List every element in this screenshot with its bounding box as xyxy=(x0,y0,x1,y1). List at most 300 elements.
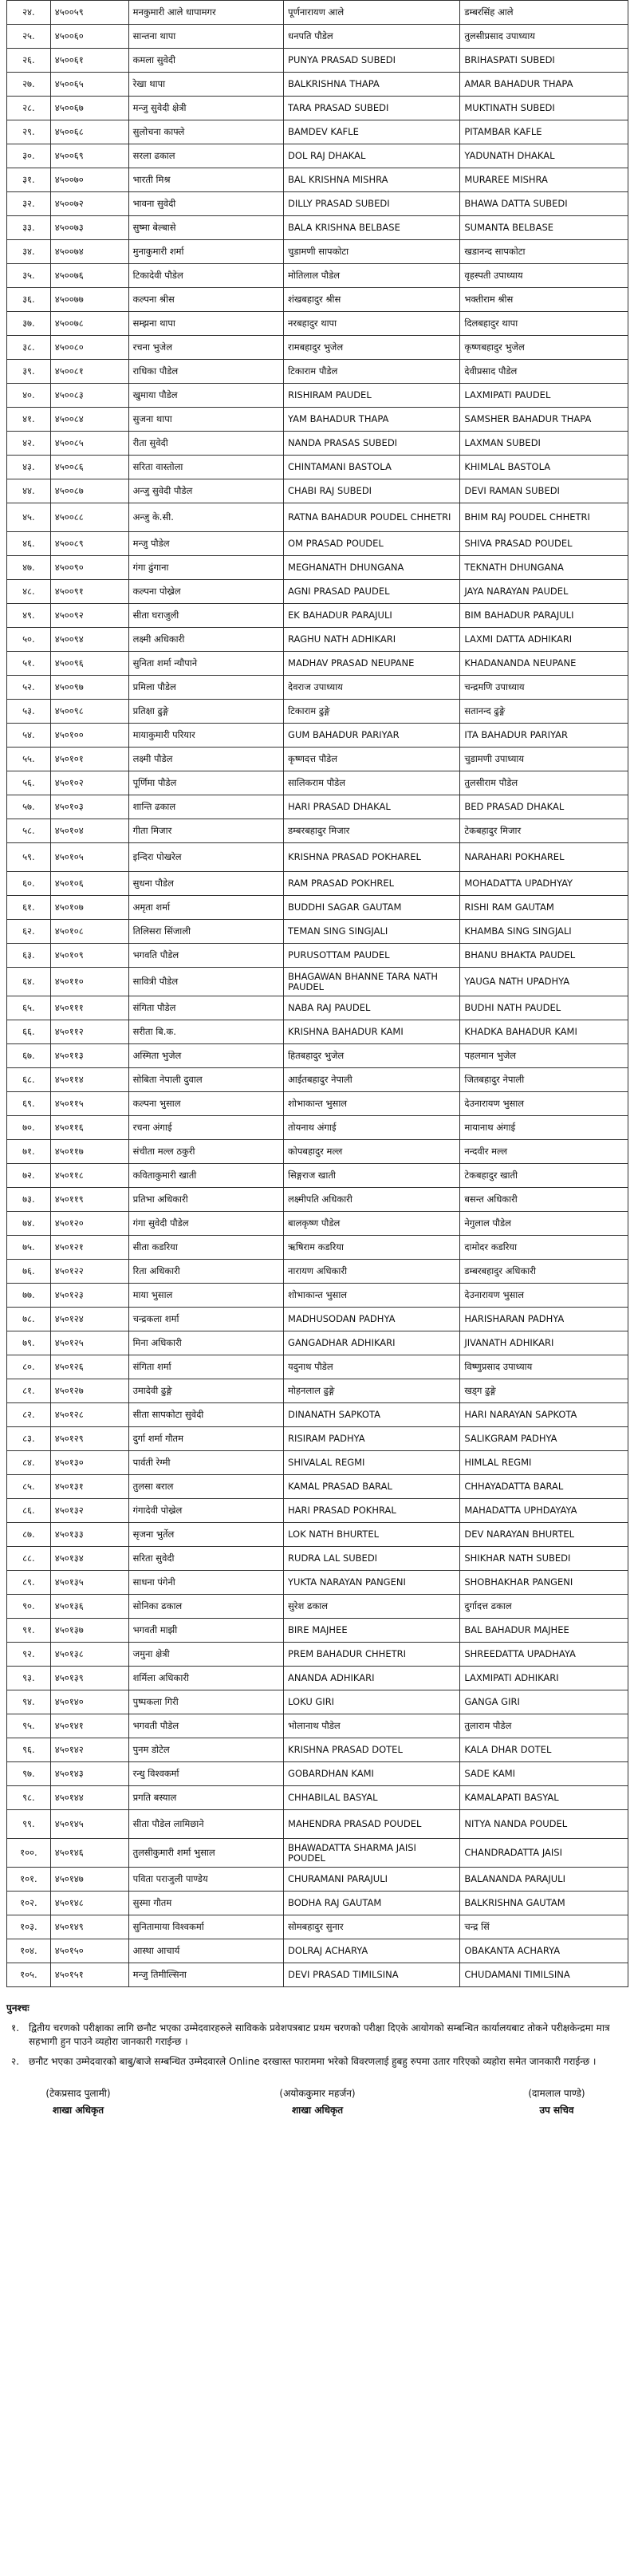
candidate-name: पुष्पकला गिरी xyxy=(128,1690,283,1714)
serial-number: ९४. xyxy=(7,1690,51,1714)
table-row xyxy=(7,1308,628,1331)
table-row xyxy=(7,1690,628,1714)
table-row xyxy=(7,1667,628,1690)
father-name: EK BAHADUR PARAJULI xyxy=(284,604,460,628)
grandfather-name: CHHAYADATTA BARAL xyxy=(460,1475,628,1499)
candidate-name: सीता सापकोटा सुवेदी xyxy=(128,1403,283,1427)
father-name: MADHUSODAN PADHYA xyxy=(284,1308,460,1331)
grandfather-name: KHAMBA SING SINGJALI xyxy=(460,920,628,944)
table-row xyxy=(7,312,628,336)
table-row xyxy=(7,724,628,748)
roll-number: ४५०१२२ xyxy=(50,1260,128,1284)
father-name: MEGHANATH DHUNGANA xyxy=(284,556,460,580)
candidate-name: पुनम डोटेल xyxy=(128,1738,283,1762)
candidate-name: मन्जु तिमील्सिना xyxy=(128,1963,283,1987)
grandfather-name: MOHADATTA UPADHYAY xyxy=(460,872,628,896)
roll-number: ४५०१०८ xyxy=(50,920,128,944)
candidate-name: रचना भुजेल xyxy=(128,336,283,360)
candidate-name: चन्द्रकला शर्मा xyxy=(128,1308,283,1331)
father-name: बालकृष्ण पौडेल xyxy=(284,1212,460,1236)
father-name: DINANATH SAPKOTA xyxy=(284,1403,460,1427)
serial-number: ९६. xyxy=(7,1738,51,1762)
grandfather-name: देउनारायण भुसाल xyxy=(460,1284,628,1308)
grandfather-name: TEKNATH DHUNGANA xyxy=(460,556,628,580)
candidate-name: मायाकुमारी परियार xyxy=(128,724,283,748)
father-name: RUDRA LAL SUBEDI xyxy=(284,1547,460,1571)
table-row xyxy=(7,1355,628,1379)
note-text: द्वितीय चरणको परीक्षाका लागि छनौट भएका उम्मेदवारहरुले साविकके प्रवेशपत्रबाट प्रथम चरणको परीक्षा दिएके आयोगको सम्बन्धित कार्यालयबाट तोकने परीक्षकेन्द्रमा मात्र सहभागी हुन पाउने व्यहोरा जानकारी गराईन्छ । xyxy=(29,2022,610,2047)
grandfather-name: देउनारायण भुसाल xyxy=(460,1092,628,1116)
father-name: KRISHNA PRASAD POKHAREL xyxy=(284,843,460,872)
candidate-name: माया भुसाल xyxy=(128,1284,283,1308)
note-item-2 xyxy=(6,2055,633,2069)
father-name: GUM BAHADUR PARIYAR xyxy=(284,724,460,748)
serial-number: ७२. xyxy=(7,1164,51,1188)
father-name: सालिकराम पौडेल xyxy=(284,771,460,795)
grandfather-name: KHADKA BAHADUR KAMI xyxy=(460,1020,628,1044)
candidate-name: पार्वती रेग्मी xyxy=(128,1451,283,1475)
grandfather-name: HARISHARAN PADHYA xyxy=(460,1308,628,1331)
signatory-name: (दामलाल पाण्डे) xyxy=(528,2088,585,2099)
father-name: DILLY PRASAD SUBEDI xyxy=(284,192,460,216)
grandfather-name: BAL BAHADUR MAJHEE xyxy=(460,1619,628,1643)
candidate-name: साधना पंगेनी xyxy=(128,1571,283,1595)
grandfather-name: DEVI RAMAN SUBEDI xyxy=(460,479,628,503)
table-row xyxy=(7,604,628,628)
roll-number: ४५०११२ xyxy=(50,1020,128,1044)
table-row xyxy=(7,168,628,192)
grandfather-name: दामोदर कडरिया xyxy=(460,1236,628,1260)
roll-number: ४५००९४ xyxy=(50,628,128,652)
serial-number: ३१. xyxy=(7,168,51,192)
roll-number: ४५०१४० xyxy=(50,1690,128,1714)
roll-number: ४५००८८ xyxy=(50,503,128,532)
roll-number: ४५००६१ xyxy=(50,49,128,73)
candidate-name: कमला सुवेदी xyxy=(128,49,283,73)
grandfather-name: चुडामणी उपाध्याय xyxy=(460,748,628,771)
table-row xyxy=(7,1451,628,1475)
grandfather-name: AMAR BAHADUR THAPA xyxy=(460,73,628,97)
candidate-name: शर्मिला अधिकारी xyxy=(128,1667,283,1690)
roll-number: ४५०१४४ xyxy=(50,1786,128,1810)
candidate-name: राधिका पौडेल xyxy=(128,360,283,384)
table-row xyxy=(7,264,628,288)
grandfather-name: दिलबहादुर थापा xyxy=(460,312,628,336)
table-row xyxy=(7,1786,628,1810)
father-name: BIRE MAJHEE xyxy=(284,1619,460,1643)
notes-section xyxy=(6,2002,633,2069)
candidate-name: दुर्गा शर्मा गौतम xyxy=(128,1427,283,1451)
serial-number: ४९. xyxy=(7,604,51,628)
father-name: कृष्णदत्त पौडेल xyxy=(284,748,460,771)
signature-2 xyxy=(238,2086,397,2116)
grandfather-name: SADE KAMI xyxy=(460,1762,628,1786)
table-row xyxy=(7,1762,628,1786)
candidate-name: मुनाकुमारी शर्मा xyxy=(128,240,283,264)
roll-number: ४५००५९ xyxy=(50,1,128,25)
father-name: आईतबहादुर नेपाली xyxy=(284,1068,460,1092)
father-name: BHAGAWAN BHANNE TARA NATH PAUDEL xyxy=(284,968,460,996)
table-row xyxy=(7,1212,628,1236)
father-name: ANANDA ADHIKARI xyxy=(284,1667,460,1690)
candidate-name: प्रतिभा अधिकारी xyxy=(128,1188,283,1212)
grandfather-name: सतानन्द ढुङ्गे xyxy=(460,700,628,724)
serial-number: ७७. xyxy=(7,1284,51,1308)
grandfather-name: CHUDAMANI TIMILSINA xyxy=(460,1963,628,1987)
table-row xyxy=(7,920,628,944)
roll-number: ४५०१०९ xyxy=(50,944,128,968)
serial-number: ८८. xyxy=(7,1547,51,1571)
serial-number: ६०. xyxy=(7,872,51,896)
note-number: १. xyxy=(11,2022,20,2034)
father-name: BAMDEV KAFLE xyxy=(284,120,460,144)
serial-number: ९७. xyxy=(7,1762,51,1786)
serial-number: ६९. xyxy=(7,1092,51,1116)
roll-number: ४५००९१ xyxy=(50,580,128,604)
roll-number: ४५०११८ xyxy=(50,1164,128,1188)
candidate-name: कल्पना भुसाल xyxy=(128,1092,283,1116)
roll-number: ४५०१३२ xyxy=(50,1499,128,1523)
signature-1 xyxy=(0,2086,158,2116)
table-row xyxy=(7,360,628,384)
table-row xyxy=(7,97,628,120)
serial-number: ७९. xyxy=(7,1331,51,1355)
serial-number: १०२. xyxy=(7,1892,51,1915)
grandfather-name: वृहस्पती उपाध्याय xyxy=(460,264,628,288)
father-name: RAM PRASAD POKHREL xyxy=(284,872,460,896)
candidate-name: सीता घराजुली xyxy=(128,604,283,628)
serial-number: ६६. xyxy=(7,1020,51,1044)
serial-number: २८. xyxy=(7,97,51,120)
table-row xyxy=(7,1939,628,1963)
roll-number: ४५००७३ xyxy=(50,216,128,240)
candidate-name: सीता कडरिया xyxy=(128,1236,283,1260)
serial-number: २४. xyxy=(7,1,51,25)
table-row xyxy=(7,748,628,771)
signatory-name: (टेकप्रसाद पुलामी) xyxy=(45,2088,111,2099)
grandfather-name: HARI NARAYAN SAPKOTA xyxy=(460,1403,628,1427)
grandfather-name: विष्णुप्रसाद उपाध्याय xyxy=(460,1355,628,1379)
candidate-name: कल्पना पोख्रेल xyxy=(128,580,283,604)
candidate-name: सरिता सुवेदी xyxy=(128,1547,283,1571)
table-row xyxy=(7,503,628,532)
table-row xyxy=(7,1379,628,1403)
grandfather-name: SHOBHAKHAR PANGENI xyxy=(460,1571,628,1595)
roll-number: ४५००६५ xyxy=(50,73,128,97)
table-row xyxy=(7,700,628,724)
candidate-name: सान्तना थापा xyxy=(128,25,283,49)
roll-number: ४५००८४ xyxy=(50,408,128,432)
serial-number: ४०. xyxy=(7,384,51,408)
roll-number: ४५००९६ xyxy=(50,652,128,676)
table-row xyxy=(7,968,628,996)
serial-number: २९. xyxy=(7,120,51,144)
serial-number: ४६. xyxy=(7,532,51,556)
candidate-name: सृजना भुर्तेल xyxy=(128,1523,283,1547)
grandfather-name: भक्तीराम श्रीस xyxy=(460,288,628,312)
grandfather-name: ITA BAHADUR PARIYAR xyxy=(460,724,628,748)
candidate-name: अन्जु के.सी. xyxy=(128,503,283,532)
father-name: NABA RAJ PAUDEL xyxy=(284,996,460,1020)
table-row xyxy=(7,384,628,408)
table-row xyxy=(7,1892,628,1915)
father-name: सिङ्गराज खाती xyxy=(284,1164,460,1188)
roll-number: ४५००८३ xyxy=(50,384,128,408)
table-row xyxy=(7,1547,628,1571)
father-name: RATNA BAHADUR POUDEL CHHETRI xyxy=(284,503,460,532)
grandfather-name: BALANANDA PARAJULI xyxy=(460,1868,628,1892)
table-row xyxy=(7,676,628,700)
candidate-name: गीता मिजार xyxy=(128,819,283,843)
grandfather-name: LAXMIPATI ADHIKARI xyxy=(460,1667,628,1690)
table-row xyxy=(7,996,628,1020)
grandfather-name: BED PRASAD DHAKAL xyxy=(460,795,628,819)
table-row xyxy=(7,843,628,872)
father-name: LOKU GIRI xyxy=(284,1690,460,1714)
grandfather-name: JAYA NARAYAN PAUDEL xyxy=(460,580,628,604)
grandfather-name: SALIKGRAM PADHYA xyxy=(460,1427,628,1451)
serial-number: ३०. xyxy=(7,144,51,168)
candidate-name: जमुना क्षेत्री xyxy=(128,1643,283,1667)
table-row xyxy=(7,1331,628,1355)
serial-number: ९३. xyxy=(7,1667,51,1690)
roll-number: ४५०१११ xyxy=(50,996,128,1020)
candidate-name: पूर्णिमा पौडेल xyxy=(128,771,283,795)
grandfather-name: MURAREE MISHRA xyxy=(460,168,628,192)
table-row xyxy=(7,288,628,312)
grandfather-name: पहलमान भुजेल xyxy=(460,1044,628,1068)
serial-number: ५४. xyxy=(7,724,51,748)
roll-number: ४५००७७ xyxy=(50,288,128,312)
father-name: कोपबहादुर मल्ल xyxy=(284,1140,460,1164)
serial-number: ३२. xyxy=(7,192,51,216)
serial-number: ९२. xyxy=(7,1643,51,1667)
father-name: KRISHNA BAHADUR KAMI xyxy=(284,1020,460,1044)
roll-number: ४५०११५ xyxy=(50,1092,128,1116)
table-row xyxy=(7,408,628,432)
roll-number: ४५०१२१ xyxy=(50,1236,128,1260)
father-name: OM PRASAD POUDEL xyxy=(284,532,460,556)
candidate-name: सीता पौडेल लामिछाने xyxy=(128,1810,283,1839)
table-row xyxy=(7,944,628,968)
grandfather-name: BHANU BHAKTA PAUDEL xyxy=(460,944,628,968)
table-row xyxy=(7,1140,628,1164)
grandfather-name: SHIKHAR NATH SUBEDI xyxy=(460,1547,628,1571)
serial-number: ९९. xyxy=(7,1810,51,1839)
father-name: KAMAL PRASAD BARAL xyxy=(284,1475,460,1499)
candidate-table-body xyxy=(7,1,628,1987)
grandfather-name: डम्बरबहादुर अधिकारी xyxy=(460,1260,628,1284)
table-row xyxy=(7,1810,628,1839)
roll-number: ४५०१४१ xyxy=(50,1714,128,1738)
candidate-name: सुधना पौडेल xyxy=(128,872,283,896)
roll-number: ४५०१०५ xyxy=(50,843,128,872)
roll-number: ४५०१३३ xyxy=(50,1523,128,1547)
candidate-name: भगवति पौडेल xyxy=(128,944,283,968)
candidate-name: इन्दिरा पोखरेल xyxy=(128,843,283,872)
table-row xyxy=(7,1523,628,1547)
roll-number: ४५०१३६ xyxy=(50,1595,128,1619)
father-name: BALA KRISHNA BELBASE xyxy=(284,216,460,240)
father-name: LOK NATH BHURTEL xyxy=(284,1523,460,1547)
roll-number: ४५०१५१ xyxy=(50,1963,128,1987)
serial-number: १०१. xyxy=(7,1868,51,1892)
table-row xyxy=(7,1839,628,1868)
grandfather-name: BIM BAHADUR PARAJULI xyxy=(460,604,628,628)
roll-number: ४५००७२ xyxy=(50,192,128,216)
grandfather-name: CHANDRADATTA JAISI xyxy=(460,1839,628,1868)
father-name: शोभाकान्त भुसाल xyxy=(284,1284,460,1308)
table-row xyxy=(7,1714,628,1738)
candidate-name: कविताकुमारी खाती xyxy=(128,1164,283,1188)
table-row xyxy=(7,872,628,896)
table-row xyxy=(7,432,628,456)
father-name: NANDA PRASAS SUBEDI xyxy=(284,432,460,456)
grandfather-name: YADUNATH DHAKAL xyxy=(460,144,628,168)
father-name: नरबहादुर थापा xyxy=(284,312,460,336)
candidate-name: अन्जु सुवेदी पौडेल xyxy=(128,479,283,503)
roll-number: ४५०१४५ xyxy=(50,1810,128,1839)
serial-number: ६३. xyxy=(7,944,51,968)
table-row xyxy=(7,456,628,479)
roll-number: ४५००८७ xyxy=(50,479,128,503)
grandfather-name: BHAWA DATTA SUBEDI xyxy=(460,192,628,216)
father-name: DOL RAJ DHAKAL xyxy=(284,144,460,168)
table-row xyxy=(7,192,628,216)
serial-number: १०५. xyxy=(7,1963,51,1987)
father-name: शंखबहादुर श्रीस xyxy=(284,288,460,312)
table-row xyxy=(7,1499,628,1523)
grandfather-name: बसन्त अधिकारी xyxy=(460,1188,628,1212)
grandfather-name: YAUGA NATH UPADHYA xyxy=(460,968,628,996)
father-name: BAL KRISHNA MISHRA xyxy=(284,168,460,192)
grandfather-name: खड्ग ढुङ्गे xyxy=(460,1379,628,1403)
candidate-name: सरीता बि.क. xyxy=(128,1020,283,1044)
serial-number: ३८. xyxy=(7,336,51,360)
roll-number: ४५००९२ xyxy=(50,604,128,628)
grandfather-name: डम्बरसिंह आले xyxy=(460,1,628,25)
candidate-name: गंगा सुवेदी पौडेल xyxy=(128,1212,283,1236)
father-name: शोभाकान्त भुसाल xyxy=(284,1092,460,1116)
roll-number: ४५००६८ xyxy=(50,120,128,144)
serial-number: ४७. xyxy=(7,556,51,580)
table-row xyxy=(7,1044,628,1068)
signatory-title: उप सचिव xyxy=(539,2105,574,2116)
candidate-name: सम्झना थापा xyxy=(128,312,283,336)
table-row xyxy=(7,1284,628,1308)
signatory-title: शाखा अधिकृत xyxy=(52,2105,104,2116)
roll-number: ४५००८१ xyxy=(50,360,128,384)
candidate-name: संगिता शर्मा xyxy=(128,1355,283,1379)
father-name: TEMAN SING SINGJALI xyxy=(284,920,460,944)
grandfather-name: BALKRISHNA GAUTAM xyxy=(460,1892,628,1915)
roll-number: ४५०१०० xyxy=(50,724,128,748)
roll-number: ४५०११३ xyxy=(50,1044,128,1068)
serial-number: ८५. xyxy=(7,1475,51,1499)
roll-number: ४५०१३७ xyxy=(50,1619,128,1643)
table-row xyxy=(7,1475,628,1499)
father-name: तोयनाथ अंगाई xyxy=(284,1116,460,1140)
serial-number: १००. xyxy=(7,1839,51,1868)
candidate-name: सुनिता शर्मा न्यौपाने xyxy=(128,652,283,676)
table-row xyxy=(7,556,628,580)
roll-number: ४५००९० xyxy=(50,556,128,580)
roll-number: ४५००८९ xyxy=(50,532,128,556)
serial-number: २७. xyxy=(7,73,51,97)
roll-number: ४५०१२९ xyxy=(50,1427,128,1451)
table-row xyxy=(7,819,628,843)
candidate-name: सरिता वास्तोला xyxy=(128,456,283,479)
grandfather-name: DEV NARAYAN BHURTEL xyxy=(460,1523,628,1547)
roll-number: ४५००९७ xyxy=(50,676,128,700)
candidate-name: आस्था आचार्य xyxy=(128,1939,283,1963)
table-row xyxy=(7,49,628,73)
roll-number: ४५०१२८ xyxy=(50,1403,128,1427)
grandfather-name: OBAKANTA ACHARYA xyxy=(460,1939,628,1963)
roll-number: ४५०१२७ xyxy=(50,1379,128,1403)
signatory-name: (अयोककुमार महर्जन) xyxy=(279,2088,356,2099)
candidate-name: गंगादेवी पोख्रेल xyxy=(128,1499,283,1523)
table-row xyxy=(7,1236,628,1260)
serial-number: ७४. xyxy=(7,1212,51,1236)
grandfather-name: GANGA GIRI xyxy=(460,1690,628,1714)
signatory-title: शाखा अधिकृत xyxy=(291,2105,344,2116)
serial-number: ५७. xyxy=(7,795,51,819)
roll-number: ४५०१३८ xyxy=(50,1643,128,1667)
candidate-name: सुष्मा बेल्बासे xyxy=(128,216,283,240)
table-row xyxy=(7,1915,628,1939)
candidate-name: उमादेवी ढुङ्गे xyxy=(128,1379,283,1403)
roll-number: ४५००७८ xyxy=(50,312,128,336)
signature-block xyxy=(6,2086,633,2134)
result-sheet xyxy=(6,0,633,2134)
roll-number: ४५०११९ xyxy=(50,1188,128,1212)
candidate-name: सुस्मा गौतम xyxy=(128,1892,283,1915)
candidate-name: शान्ति ढकाल xyxy=(128,795,283,819)
grandfather-name: PITAMBAR KAFLE xyxy=(460,120,628,144)
table-row xyxy=(7,652,628,676)
roll-number: ४५०१५० xyxy=(50,1939,128,1963)
table-row xyxy=(7,771,628,795)
roll-number: ४५००७४ xyxy=(50,240,128,264)
table-row xyxy=(7,1427,628,1451)
candidate-name: भगवती माझी xyxy=(128,1619,283,1643)
candidate-name: भारती मिश्र xyxy=(128,168,283,192)
table-row xyxy=(7,25,628,49)
grandfather-name: तुलसीप्रसाद उपाध्याय xyxy=(460,25,628,49)
serial-number: ४४. xyxy=(7,479,51,503)
serial-number: ७१. xyxy=(7,1140,51,1164)
father-name: टिकाराम ढुङ्गे xyxy=(284,700,460,724)
serial-number: ५१. xyxy=(7,652,51,676)
serial-number: २५. xyxy=(7,25,51,49)
father-name: टिकाराम पौडेल xyxy=(284,360,460,384)
candidate-name: रीता सुवेदी xyxy=(128,432,283,456)
serial-number: ३९. xyxy=(7,360,51,384)
table-row xyxy=(7,580,628,604)
table-row xyxy=(7,1571,628,1595)
serial-number: १०४. xyxy=(7,1939,51,1963)
roll-number: ४५०१४८ xyxy=(50,1892,128,1915)
grandfather-name: तुलाराम पौडेल xyxy=(460,1714,628,1738)
father-name: नारायण अधिकारी xyxy=(284,1260,460,1284)
father-name: रामबहादुर भुजेल xyxy=(284,336,460,360)
father-name: सोमबहादुर सुनार xyxy=(284,1915,460,1939)
serial-number: ५८. xyxy=(7,819,51,843)
table-row xyxy=(7,1188,628,1212)
grandfather-name: जितबहादुर नेपाली xyxy=(460,1068,628,1092)
serial-number: ४८. xyxy=(7,580,51,604)
